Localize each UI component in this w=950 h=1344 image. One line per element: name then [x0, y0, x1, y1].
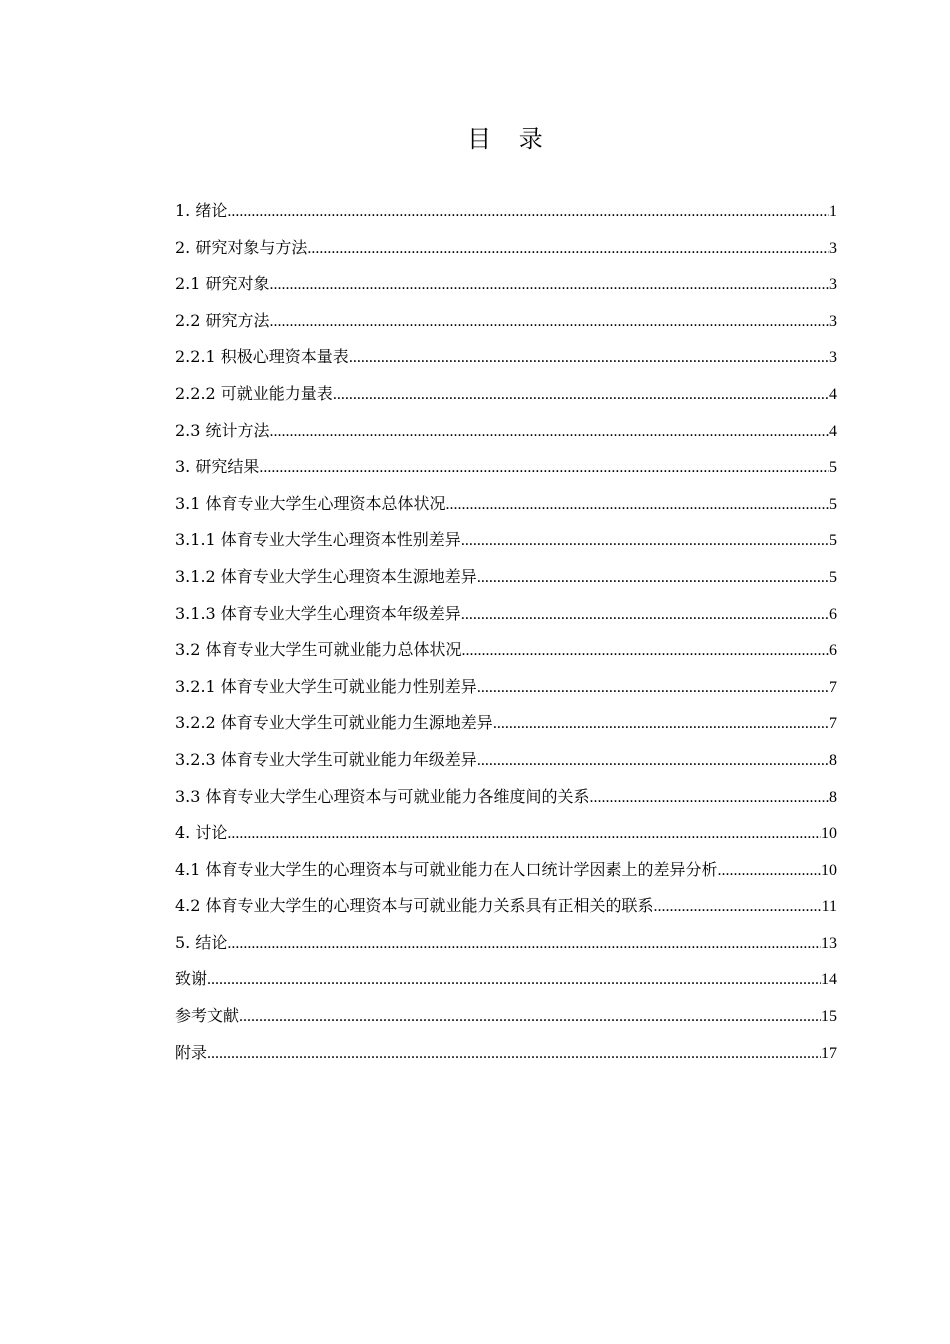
toc-entry-page-number: 8 — [829, 788, 837, 806]
toc-entry-title: 2.3 统计方法 — [175, 420, 270, 440]
toc-entry[interactable] — [175, 419, 837, 456]
toc-dot-leader — [477, 566, 829, 590]
toc-entry-page-number: 4 — [829, 422, 837, 440]
toc-entry[interactable] — [175, 931, 837, 968]
toc-entry-title: 2.2 研究方法 — [175, 310, 270, 330]
toc-dot-leader — [349, 346, 829, 370]
toc-dot-leader — [270, 420, 829, 444]
toc-entry[interactable] — [175, 858, 837, 895]
toc-dot-leader — [477, 749, 829, 773]
toc-dot-leader — [270, 273, 829, 297]
toc-entry[interactable] — [175, 272, 837, 309]
toc-dot-leader — [307, 237, 829, 261]
toc-entry-page-number: 3 — [829, 276, 837, 294]
toc-entry-page-number: 14 — [821, 971, 837, 989]
toc-dot-leader — [207, 968, 821, 992]
toc-entry[interactable] — [175, 821, 837, 858]
toc-entry-page-number: 5 — [829, 495, 837, 513]
toc-entry-title: 2.1 研究对象 — [175, 274, 270, 294]
toc-entry-title: 参考文献 — [175, 1006, 240, 1026]
toc-entry-page-number: 3 — [829, 349, 837, 367]
toc-entry[interactable] — [175, 711, 837, 748]
toc-dot-leader — [461, 529, 829, 553]
toc-entry[interactable] — [175, 236, 837, 273]
toc-entry-page-number: 5 — [829, 568, 837, 586]
toc-entry-page-number: 7 — [829, 715, 837, 733]
toc-entry-title: 2.2.2 可就业能力量表 — [175, 383, 333, 403]
toc-entry-title: 3.2.1 体育专业大学生可就业能力性别差异 — [175, 676, 477, 696]
toc-entry-page-number: 11 — [821, 898, 837, 916]
toc-dot-leader — [462, 639, 829, 663]
toc-entry-title: 1. 绪论 — [175, 201, 228, 220]
toc-entry[interactable] — [175, 528, 837, 565]
toc-dot-leader — [239, 1005, 821, 1029]
toc-entry[interactable] — [175, 492, 837, 529]
toc-entry[interactable] — [175, 1004, 837, 1041]
toc-entry[interactable] — [175, 675, 837, 712]
toc-dot-leader — [654, 895, 822, 919]
toc-entry-title: 3.1 体育专业大学生心理资本总体状况 — [175, 493, 446, 513]
toc-entry-title: 附录 — [175, 1042, 208, 1062]
toc-entry-page-number: 15 — [821, 1008, 837, 1026]
toc-entry[interactable] — [175, 345, 837, 382]
toc-entry-page-number: 5 — [829, 532, 837, 550]
toc-title: 目 录 — [467, 125, 553, 153]
toc-entry-page-number: 10 — [821, 861, 837, 879]
toc-entry-title: 3.2.3 体育专业大学生可就业能力年级差异 — [175, 749, 477, 769]
toc-dot-leader — [461, 603, 829, 627]
toc-entry-title: 3.3 体育专业大学生心理资本与可就业能力各维度间的关系 — [175, 786, 590, 806]
toc-entry-title: 4.2 体育专业大学生的心理资本与可就业能力关系具有正相关的联系 — [175, 896, 654, 916]
toc-dot-leader — [718, 859, 821, 883]
toc-entry-title: 致谢 — [175, 969, 208, 989]
toc-entry[interactable] — [175, 309, 837, 346]
toc-entry-page-number: 7 — [829, 678, 837, 696]
toc-dot-leader — [227, 822, 821, 846]
toc-entry[interactable] — [175, 638, 837, 675]
toc-entry-title: 4.1 体育专业大学生的心理资本与可就业能力在人口统计学因素上的差异分析 — [175, 859, 718, 879]
toc-entry-page-number: 3 — [829, 239, 837, 257]
toc-entry[interactable] — [175, 748, 837, 785]
toc-dot-leader — [493, 712, 829, 736]
toc-entry-title: 3.2.2 体育专业大学生可就业能力生源地差异 — [175, 713, 493, 733]
toc-entry-title: 3. 研究结果 — [175, 457, 260, 477]
toc-entry[interactable] — [175, 455, 837, 492]
toc-entry-page-number: 5 — [829, 459, 837, 477]
toc-entry-title: 4. 讨论 — [175, 823, 228, 843]
toc-dot-leader — [207, 1042, 821, 1066]
toc-dot-leader — [227, 200, 829, 224]
toc-entry-title: 2.2.1 积极心理资本量表 — [175, 347, 349, 367]
toc-entry-page-number: 3 — [829, 312, 837, 330]
toc-dot-leader — [259, 456, 829, 480]
toc-entry[interactable] — [175, 565, 837, 602]
table-of-contents — [175, 199, 837, 1077]
toc-entry[interactable] — [175, 199, 837, 236]
toc-entry-page-number: 13 — [821, 934, 837, 952]
toc-entry-page-number: 6 — [829, 605, 837, 623]
toc-entry-title: 3.1.1 体育专业大学生心理资本性别差异 — [175, 530, 461, 550]
toc-entry-page-number: 4 — [829, 385, 837, 403]
toc-entry-page-number: 1 — [829, 203, 837, 220]
toc-entry-page-number: 17 — [821, 1044, 837, 1062]
toc-entry-title: 5. 结论 — [175, 932, 228, 952]
toc-dot-leader — [590, 786, 829, 810]
toc-entry-page-number: 6 — [829, 642, 837, 660]
toc-entry-page-number: 8 — [829, 751, 837, 769]
toc-entry[interactable] — [175, 894, 837, 931]
toc-entry[interactable] — [175, 382, 837, 419]
toc-dot-leader — [270, 310, 829, 334]
toc-entry-title: 3.2 体育专业大学生可就业能力总体状况 — [175, 640, 462, 660]
toc-entry-title: 3.1.2 体育专业大学生心理资本生源地差异 — [175, 566, 477, 586]
toc-entry[interactable] — [175, 967, 837, 1004]
toc-dot-leader — [477, 676, 829, 700]
toc-entry-page-number: 10 — [821, 825, 837, 843]
toc-dot-leader — [227, 932, 821, 956]
toc-dot-leader — [446, 493, 829, 517]
toc-entry-title: 2. 研究对象与方法 — [175, 237, 308, 257]
toc-dot-leader — [333, 383, 829, 407]
toc-entry[interactable] — [175, 1041, 837, 1078]
toc-entry[interactable] — [175, 602, 837, 639]
toc-entry[interactable] — [175, 785, 837, 822]
toc-entry-title: 3.1.3 体育专业大学生心理资本年级差异 — [175, 603, 461, 623]
